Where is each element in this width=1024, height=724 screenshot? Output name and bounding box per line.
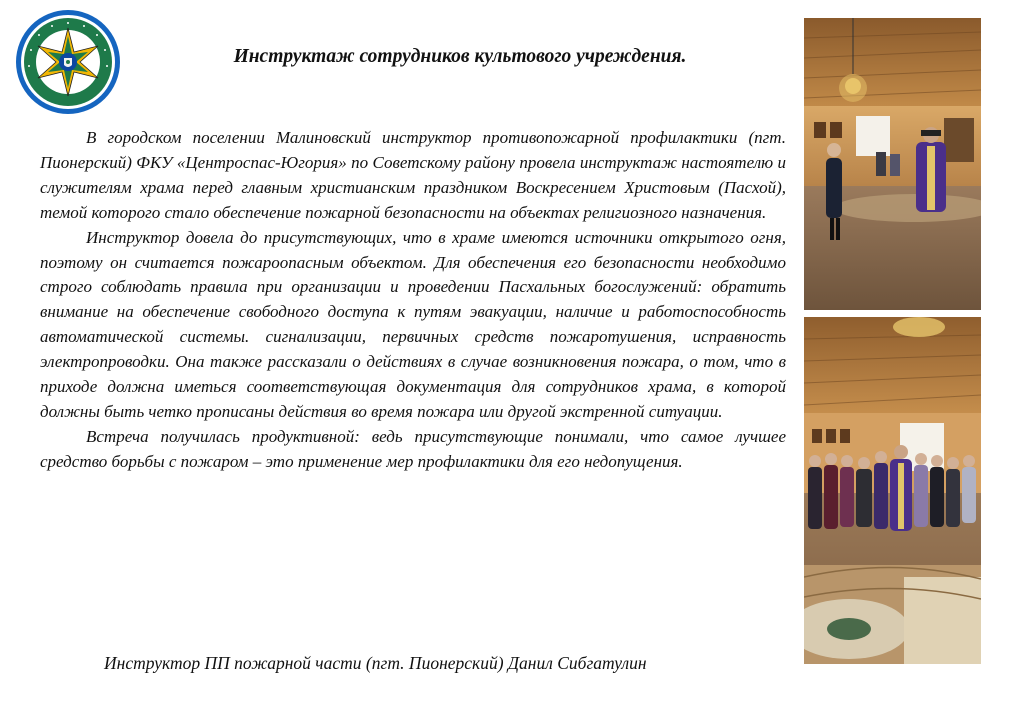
paragraph-1: В городском поселении Малиновский инструктор противопожарной профилактики (пгт. Пионерский) ФКУ «Центроспас-Югория» по Советскому району провела инструктаж настоятелю и служителям храма перед главным христианским праздником Воскресением Христовым (Пасхой), темой которого стало обеспечение пожарной безопасности на объектах религиозного назначения. (40, 128, 786, 222)
signature-line: Инструктор ПП пожарной части (пгт. Пионерский) Данил Сибгатулин (104, 653, 647, 673)
paragraph-2: Инструктор довела до присутствующих, что в храме имеются источники открытого огня, поэтому он считается пожароопасным объектом. Для обеспечения его безопасности необходимо строго соблюдать правила при организации и проведении Пасхальных богослужений: обратить внимание на обеспечение свободного доступа к путям эвакуации, наличие и работоспособность автоматической системы. сигнализации, первичных средств пожаротушения, исправность электропроводки. Она также рассказали о действиях в случае возникновения пожара, о том, что в приходе должна иметься соответствующая документация для сотрудников храма, в которой должны быть четко прописаны действия во время пожара или другой экстренной ситуации. (40, 227, 786, 421)
document-body (40, 126, 786, 475)
photo-church-group (804, 317, 981, 664)
photo-church-briefing (804, 18, 981, 310)
organization-logo (14, 8, 122, 116)
document-title: Инструктаж сотрудников культового учреждения. (233, 46, 687, 67)
paragraph-3: Встреча получилась продуктивной: ведь присутствующие понимали, что самое лучшее средство борьбы с пожаром – это применение мер профилактики для его недопущения. (40, 426, 786, 471)
